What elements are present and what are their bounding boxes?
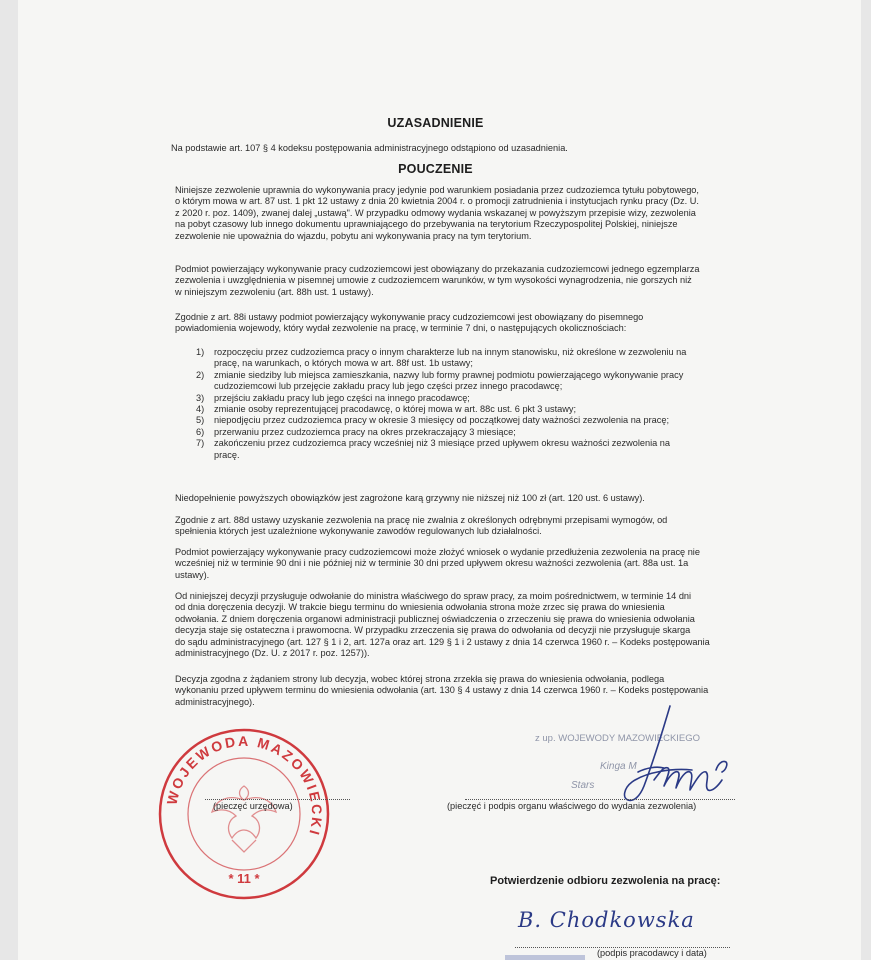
- list-text: przejściu zakładu pracy lub jego części na innego pracodawcę;: [214, 392, 470, 403]
- list-number: 2): [196, 369, 205, 380]
- list-item: [196, 393, 756, 404]
- list-text: przerwaniu przez cudzoziemca pracy na okres przekraczający 3 miesiące;: [214, 426, 516, 437]
- text-line: administracyjnego (Dz. U. z 2017 r. poz. 1257)).: [175, 648, 370, 659]
- seal-number: * 11 *: [228, 871, 260, 886]
- list-text: rozpoczęciu przez cudzoziemca pracy o innym charakterze lub na innym stanowisku, niż określone w zezwoleniu na: [214, 347, 687, 357]
- seal-dotted-line: [205, 799, 350, 800]
- text-line: zezwolenia i uwzględnienia w pisemnej umowie z cudzoziemcem warunków, w tym wysokości wynagrodzenia, nie gorszych niż: [175, 275, 692, 286]
- text-line: decyzja staje się ostateczna i prawomocna. W przypadku zrzeczenia się prawa do odwołania od decyzji nie przysługuje skarga: [175, 625, 691, 636]
- seal-text: WOJEWODA MAZOWIECKI: [163, 732, 326, 839]
- list-item: [196, 404, 756, 415]
- text-line: powiadomienia wojewody, który wydał zezwolenie na pracę, w terminie 7 dni, o następujących okolicznościach:: [175, 323, 627, 334]
- list-item: [196, 427, 756, 438]
- pouczenie-heading: POUCZENIE: [398, 162, 473, 176]
- seal-caption: (pieczęć urzędowa): [213, 801, 293, 811]
- list-text: pracę, na warunkach, o których mowa w art. 88f ust. 1b ustawy;: [214, 358, 473, 369]
- list-text: zmianie osoby reprezentującej pracodawcę, o której mowa w art. 88c ust. 6 pkt 3 ustawy;: [214, 404, 577, 415]
- list-number: 5): [196, 415, 205, 426]
- official-title: Stars: [571, 780, 595, 791]
- text-line: na pobyt czasowy lub innego dokumentu uprawniającego do przebywania na terytorium Rzeczypospolitej Polskiej, niniejsze: [175, 219, 678, 230]
- text-line: wcześniej niż w terminie 90 dni i nie później niż w terminie 30 dni przed upływem okresu ważności zezwolenia (art. 88a ust. 1a: [175, 558, 689, 569]
- text-line: Niniejsze zezwolenie uprawnia do wykonywania pracy jedynie pod warunkiem posiadania przez cudzoziemca tytułu pobytowego,: [175, 185, 699, 195]
- eagle-emblem-icon: [212, 786, 276, 852]
- text-line: spełnienia których jest uzależnione wykonywanie zawodów regulowanych lub działalności.: [175, 526, 542, 537]
- list-text: zakończeniu przez cudzoziemca pracy wcześniej niż 3 miesiące przed upływem okresu ważności zezwolenia na: [214, 438, 671, 449]
- uzasadnienie-heading: UZASADNIENIE: [387, 116, 484, 130]
- circumstances-list: [196, 347, 756, 461]
- authority-stamp-text: z up. WOJEWODY MAZOWIECKIEGO: [535, 733, 701, 744]
- list-number: 1): [196, 347, 205, 357]
- text-line: Zgodnie z art. 88d ustawy uzyskanie zezwolenia na pracę nie zwalnia z określonych odrębnymi przepisami wymogów, od: [175, 515, 668, 525]
- list-number: 7): [196, 438, 205, 449]
- authority-dotted-line: [465, 799, 735, 800]
- list-number: 3): [196, 392, 205, 403]
- authority-caption: (pieczęć i podpis organu właściwego do wydania zezwolenia): [447, 801, 697, 811]
- list-item: [196, 347, 756, 370]
- text-line: do sądu administracyjnego (art. 127 § 1 i 2, art. 127a oraz art. 129 § 1 i 2 ustawy z dnia 14 czerwca 1960 r. – Kodeks postępowania: [175, 636, 710, 647]
- list-item: [196, 370, 756, 393]
- text-line: administracyjnego).: [175, 696, 255, 707]
- paragraph-obligation: [175, 264, 740, 298]
- list-text: pracę.: [214, 449, 240, 460]
- list-text: cudzoziemcowi lub przejęcie zakładu pracy lub jego części przez innego pracodawcę;: [214, 381, 563, 392]
- text-line: wykonaniu przed upływem terminu do wniesienia odwołania (art. 130 § 4 ustawy z dnia 14 czerwca 1960 r. – Kodeks postępowania: [175, 685, 709, 696]
- seal-inner-ring: [188, 758, 300, 870]
- list-text: zmianie siedziby lub miejsca zamieszkania, nazwy lub formy prawnej podmiotu powierzającego wykonywanie pracy: [214, 369, 684, 380]
- list-item: [196, 415, 756, 426]
- text-line: Zgodnie z art. 88i ustawy podmiot powierzający wykonywanie pracy cudzoziemcowi jest obowiązany do pisemnego: [175, 312, 644, 322]
- text-line: w niniejszym zezwoleniu (art. 88h ust. 1 ustawy).: [175, 286, 374, 297]
- paragraph-notification: [175, 312, 740, 335]
- list-number: 4): [196, 404, 205, 415]
- text-line: Podmiot powierzający wykonywanie pracy cudzoziemcowi jest obowiązany do przekazania cudzoziemcowi jednego egzemplarza: [175, 264, 700, 274]
- receipt-caption: (podpis pracodawcy i data): [597, 948, 707, 958]
- uzasadnienie-text: Na podstawie art. 107 § 4 kodeksu postępowania administracyjnego odstąpiono od uzasadnienia.: [171, 143, 568, 153]
- text-line: zezwolenie nie upoważnia do wjazdu, pobytu ani wykonywania pracy na tym terytorium.: [175, 230, 532, 241]
- text-line: Od niniejszej decyzji przysługuje odwołanie do ministra właściwego do spraw pracy, za moim pośrednictwem, w terminie 14 dni: [175, 591, 692, 601]
- receipt-signature: B. Chodkowska: [518, 908, 695, 932]
- official-seal-stamp: [158, 728, 330, 900]
- paragraph-extension: [175, 547, 740, 581]
- list-number: 6): [196, 426, 205, 437]
- list-item: [196, 438, 756, 461]
- paragraph-appeal: [175, 591, 740, 659]
- text-line: ustawy).: [175, 569, 210, 580]
- text-line: o którym mowa w art. 87 ust. 1 pkt 12 ustawy z dnia 20 kwietnia 2004 r. o promocji zatrudnienia i instytucjach rynku pracy (Dz. U.: [175, 196, 699, 207]
- text-line: Podmiot powierzający wykonywanie pracy cudzoziemcowi może złożyć wniosek o wydanie przedłużenia zezwolenia na pracę nie: [175, 547, 700, 557]
- paragraph-requirements: [175, 515, 740, 538]
- official-name: Kinga M: [600, 761, 637, 772]
- list-text: niepodjęciu przez cudzoziemca pracy w okresie 3 miesięcy od początkowej daty ważności zezwolenia na pracę;: [214, 415, 670, 426]
- paragraph-penalty: [175, 493, 740, 504]
- text-line: od dnia doręczenia decyzji. W trakcie biegu terminu do wniesienia odwołania strona może zrzec się prawa do wniesienia: [175, 602, 665, 613]
- text-line: Decyzja zgodna z żądaniem strony lub decyzja, wobec której strona zrzekła się prawa do wniesienia odwołania, podlega: [175, 674, 665, 684]
- receipt-title: Potwierdzenie odbioru zezwolenia na pracę:: [490, 875, 721, 887]
- partial-stamp-fragment: [505, 955, 585, 960]
- paragraph-validity: [175, 185, 740, 242]
- text-line: Niedopełnienie powyższych obowiązków jest zagrożone karą grzywny nie niższej niż 100 zł (art. 120 ust. 6 ustawy).: [175, 493, 645, 503]
- text-line: odwołania. Z dniem doręczenia organowi administracji publicznej oświadczenia o zrzeczeniu się prawa do wniesienia odwołania: [175, 613, 695, 624]
- text-line: z 2020 r. poz. 1409), zwanej dalej „ustawą". W przypadku odmowy wydania wskazanej w powyższym przepisie wizy, zezwolenia: [175, 207, 696, 218]
